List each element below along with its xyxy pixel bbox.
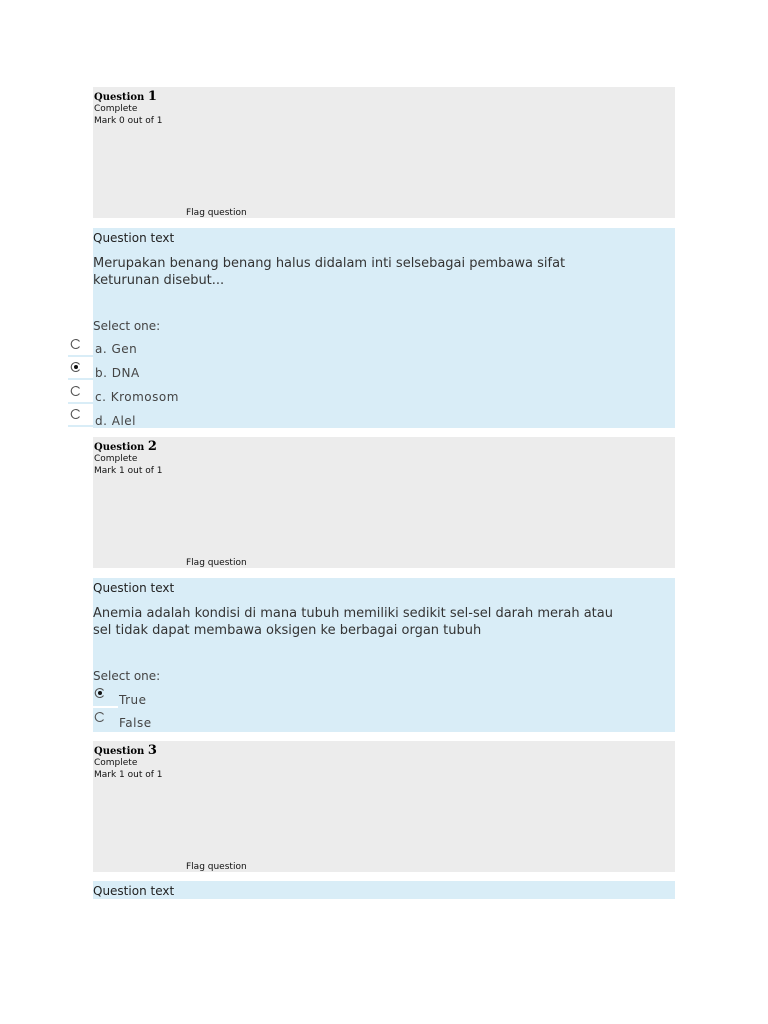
option-divider [93, 706, 118, 708]
question-3-info [93, 741, 675, 872]
option-b-label[interactable]: b. DNA [95, 366, 140, 380]
question-number: Question 3 [94, 743, 157, 758]
question-1-info [93, 87, 675, 218]
flag-question-link[interactable]: Flag question [186, 862, 247, 872]
option-divider [68, 355, 93, 357]
question-3-formulation [93, 881, 675, 899]
question-state: Complete [94, 104, 138, 114]
option-divider [68, 425, 93, 427]
question-number: Question 1 [94, 89, 157, 104]
question-state: Complete [94, 758, 138, 768]
question-grade: Mark 0 out of 1 [94, 116, 163, 126]
question-state: Complete [94, 454, 138, 464]
option-divider [68, 402, 93, 404]
question-grade: Mark 1 out of 1 [94, 466, 163, 476]
question-text-label: Question text [93, 231, 175, 245]
question-text-label: Question text [93, 884, 175, 898]
question-2-info [93, 437, 675, 568]
radio-true-selected[interactable] [94, 687, 106, 699]
question-2-formulation [93, 578, 675, 732]
option-d-label[interactable]: d. Alel [95, 414, 137, 428]
select-one-prompt: Select one: [93, 319, 161, 333]
option-divider [68, 378, 93, 380]
select-one-prompt: Select one: [93, 669, 161, 683]
question-text-label: Question text [93, 581, 175, 595]
radio-option-c[interactable] [70, 385, 82, 397]
flag-question-link[interactable]: Flag question [186, 208, 247, 218]
option-false-label[interactable]: False [119, 716, 152, 730]
option-a-label[interactable]: a. Gen [95, 342, 138, 356]
option-true-label[interactable]: True [119, 693, 147, 707]
question-text: Anemia adalah kondisi di mana tubuh memiliki sedikit sel-sel darah merah atau sel tidak dapat membawa oksigen ke berbagai organ tubuh [93, 606, 613, 638]
question-number: Question 2 [94, 439, 157, 454]
flag-question-link[interactable]: Flag question [186, 558, 247, 568]
radio-option-d[interactable] [70, 408, 82, 420]
option-c-label[interactable]: c. Kromosom [95, 390, 179, 404]
question-grade: Mark 1 out of 1 [94, 770, 163, 780]
question-text: Merupakan benang benang halus didalam inti selsebagai pembawa sifat keturunan disebut... [93, 256, 566, 288]
radio-false[interactable] [94, 711, 106, 723]
radio-option-b-selected[interactable] [70, 361, 82, 373]
radio-option-a[interactable] [70, 338, 82, 350]
